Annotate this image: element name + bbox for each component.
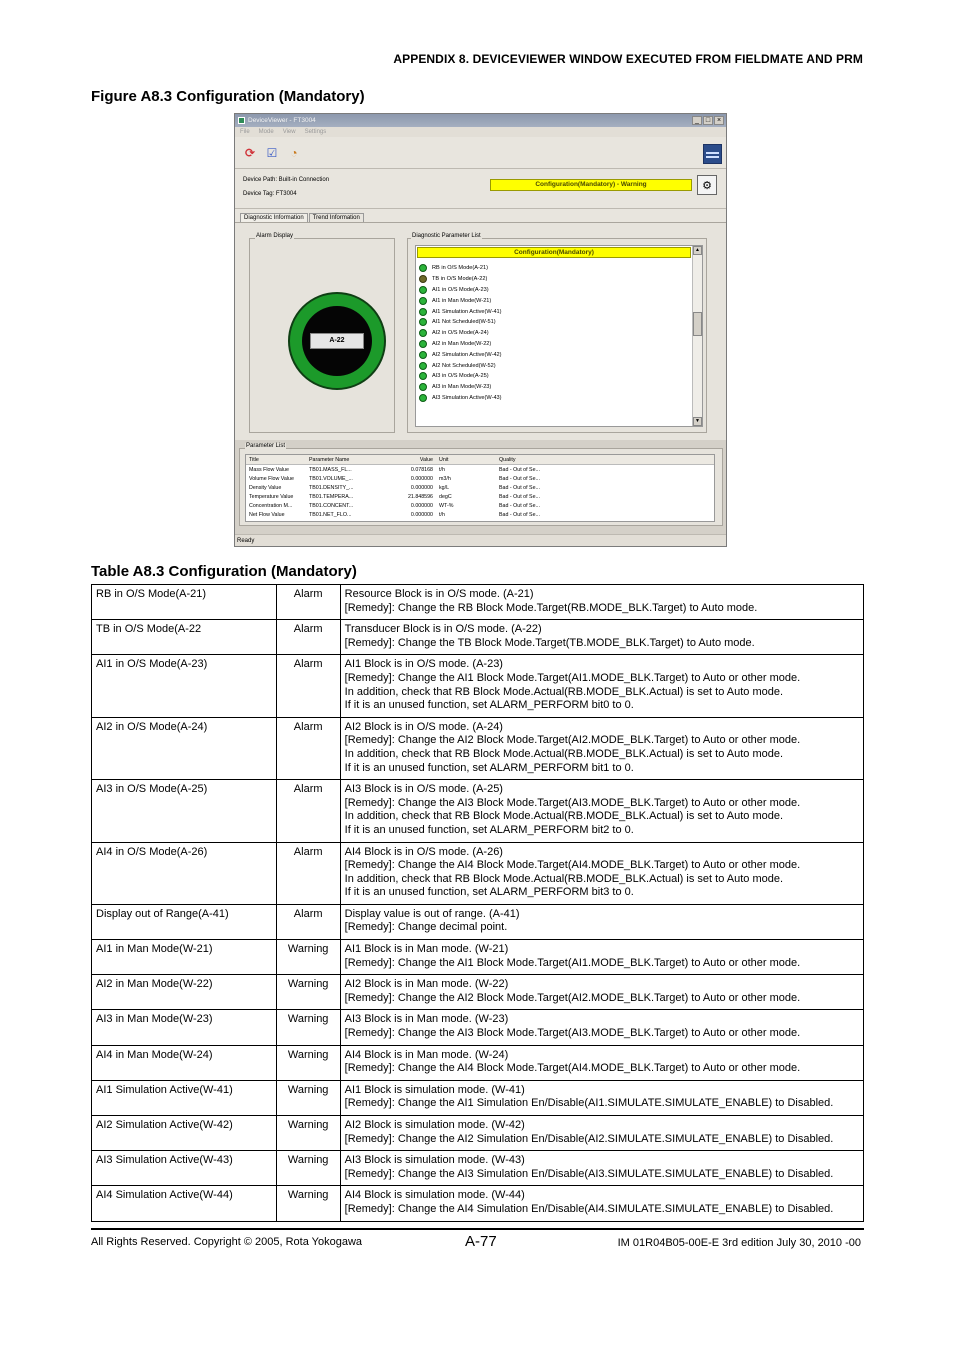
description-line: [Remedy]: Change the AI4 Block Mode.Target(AI4.MODE_BLK.Target) to Auto or other mode. xyxy=(344,1062,801,1075)
diagnosis-description xyxy=(340,1151,863,1186)
description-line: In addition, check that RB Block Mode.Actual(RB.MODE_BLK.Actual) is set to Auto mode. xyxy=(344,685,784,698)
parameter-cell: Bad - Out of Se... xyxy=(499,511,540,518)
diag-item-label: AI3 Simulation Active(W-43) xyxy=(432,394,502,401)
device-status-icon[interactable]: ☑ xyxy=(266,145,278,160)
status-dot-icon xyxy=(419,318,427,326)
diag-item-label: AI1 Simulation Active(W-41) xyxy=(432,308,502,315)
parameter-cell: Bad - Out of Se... xyxy=(499,493,540,500)
diagnosis-type: Alarm xyxy=(276,904,340,939)
scroll-down-icon[interactable]: ▼ xyxy=(693,417,702,426)
diagnosis-name: AI3 Simulation Active(W-43) xyxy=(92,1151,277,1186)
description-line: [Remedy]: Change the AI4 Simulation En/Disable(AI4.SIMULATE.SIMULATE_ENABLE) to Disabled. xyxy=(344,1202,834,1215)
diagnosis-type: Alarm xyxy=(276,780,340,842)
description-line: Display value is out of range. (A-41) xyxy=(344,907,520,920)
diag-list-label: Diagnostic Parameter List xyxy=(412,233,481,239)
description-line: [Remedy]: Change the AI3 Simulation En/Disable(AI3.SIMULATE.SIMULATE_ENABLE) to Disabled. xyxy=(344,1167,834,1180)
parameter-row[interactable] xyxy=(246,510,714,519)
parameter-cell: Volume Flow Value xyxy=(249,475,294,482)
table-row xyxy=(92,717,864,779)
description-line: [Remedy]: Change the AI1 Block Mode.Target(AI1.MODE_BLK.Target) to Auto or other mode. xyxy=(344,956,801,969)
description-line: AI2 Block is in Man mode. (W-22) xyxy=(344,978,509,991)
description-line: In addition, check that RB Block Mode.Actual(RB.MODE_BLK.Actual) is set to Auto mode. xyxy=(344,872,784,885)
diagnosis-description xyxy=(340,940,863,975)
parameter-cell: kg/L xyxy=(439,484,450,491)
diagnosis-description xyxy=(340,620,863,655)
parameter-table-header xyxy=(246,455,714,465)
device-info xyxy=(235,169,726,209)
table-row xyxy=(92,655,864,717)
status-dot-icon xyxy=(419,383,427,391)
col-unit[interactable]: Unit xyxy=(439,456,449,463)
col-quality[interactable]: Quality xyxy=(499,456,516,463)
diagnosis-type: Warning xyxy=(276,1080,340,1115)
table-row xyxy=(92,1186,864,1221)
diag-item[interactable] xyxy=(419,328,502,339)
diagnosis-description xyxy=(340,842,863,904)
diagnosis-type: Alarm xyxy=(276,620,340,655)
description-line: AI4 Block is in O/S mode. (A-26) xyxy=(344,845,503,858)
table-row xyxy=(92,1151,864,1186)
description-line: If it is an unused function, set ALARM_PERFORM bit0 to 0. xyxy=(344,699,634,712)
description-line: AI4 Block is simulation mode. (W-44) xyxy=(344,1189,525,1202)
diag-item-label: AI3 in O/S Mode(A-25) xyxy=(432,373,489,380)
window-title: DeviceViewer - FT3004 xyxy=(248,117,316,124)
diagnosis-type: Alarm xyxy=(276,655,340,717)
description-line: Resource Block is in O/S mode. (A-21) xyxy=(344,588,534,600)
diag-item-label: AI2 Simulation Active(W-42) xyxy=(432,351,502,358)
diagnosis-name: AI4 in O/S Mode(A-26) xyxy=(92,842,277,904)
device-tag: Device Tag: FT3004 xyxy=(243,191,297,197)
diagnosis-name: AI2 Simulation Active(W-42) xyxy=(92,1116,277,1151)
diagnosis-description xyxy=(340,1116,863,1151)
parameter-table[interactable] xyxy=(245,454,715,522)
diag-item-label: AI1 in O/S Mode(A-23) xyxy=(432,286,489,293)
status-dot-icon xyxy=(419,329,427,337)
tab-diagnostic-information[interactable]: Diagnostic Information xyxy=(240,213,308,222)
parameter-cell: 0.000000 xyxy=(410,511,433,518)
parameter-cell: 0.078168 xyxy=(410,466,433,473)
description-line: AI1 Block is simulation mode. (W-41) xyxy=(344,1083,525,1096)
table-row xyxy=(92,780,864,842)
diag-list[interactable] xyxy=(415,245,703,427)
diag-item-label: RB in O/S Mode(A-21) xyxy=(432,265,488,272)
status-dot-icon xyxy=(419,362,427,370)
parameter-cell: Net Flow Value xyxy=(249,511,285,518)
parameter-cell: TB01.VOLUME_... xyxy=(309,475,353,482)
diag-item[interactable] xyxy=(419,285,502,296)
table-row xyxy=(92,1045,864,1080)
diagnosis-type: Alarm xyxy=(276,585,340,620)
diag-item[interactable] xyxy=(419,295,502,306)
parameter-cell: 21.848596 xyxy=(407,493,433,500)
tab-trend-information[interactable]: Trend Information xyxy=(309,213,364,222)
parameter-cell: Bad - Out of Se... xyxy=(499,502,540,509)
configuration-table xyxy=(91,584,864,1222)
parameter-row[interactable] xyxy=(246,483,714,492)
parameter-cell: Temperature Value xyxy=(249,493,294,500)
description-line: [Remedy]: Change the AI2 Block Mode.Target(AI2.MODE_BLK.Target) to Auto or other mode. xyxy=(344,734,801,747)
parameter-cell: TB01.TEMPERA... xyxy=(309,493,354,500)
parameter-cell: 0.000000 xyxy=(410,475,433,482)
diag-item[interactable] xyxy=(419,393,502,404)
minimize-button[interactable]: _ xyxy=(692,116,702,125)
diag-item-label: AI2 Not Scheduled(W-52) xyxy=(432,362,496,369)
diag-item[interactable] xyxy=(419,382,502,393)
description-line: [Remedy]: Change the RB Block Mode.Target(RB.MODE_BLK.Target) to Auto mode. xyxy=(344,601,758,614)
toolbar xyxy=(235,137,726,169)
table-title: Table A8.3 Configuration (Mandatory) xyxy=(91,563,357,580)
diagnosis-name: RB in O/S Mode(A-21) xyxy=(92,585,277,620)
parameter-cell: Bad - Out of Se... xyxy=(499,475,540,482)
maximize-button[interactable]: □ xyxy=(703,116,713,125)
description-line: [Remedy]: Change the AI3 Block Mode.Target(AI3.MODE_BLK.Target) to Auto or other mode. xyxy=(344,1027,801,1040)
parameter-cell: TB01.MASS_FL... xyxy=(309,466,352,473)
diag-item[interactable] xyxy=(419,263,502,274)
description-line: [Remedy]: Change the AI2 Block Mode.Target(AI2.MODE_BLK.Target) to Auto or other mode. xyxy=(344,991,801,1004)
description-line: AI3 Block is in O/S mode. (A-25) xyxy=(344,783,503,796)
parameter-cell: Mass Flow Value xyxy=(249,466,289,473)
parameter-list-label: Parameter List xyxy=(246,443,286,449)
device-path: Device Path: Built-in Connection xyxy=(243,177,330,183)
parameter-cell: WT-% xyxy=(439,502,454,509)
status-dot-icon xyxy=(419,394,427,402)
table-row xyxy=(92,585,864,620)
diagnosis-type: Warning xyxy=(276,1010,340,1045)
diag-item[interactable] xyxy=(419,371,502,382)
diag-item[interactable] xyxy=(419,317,502,328)
diagnosis-name: AI4 Simulation Active(W-44) xyxy=(92,1186,277,1221)
diagnosis-type: Warning xyxy=(276,975,340,1010)
col-title[interactable]: Title xyxy=(249,456,259,463)
close-button[interactable]: × xyxy=(714,116,724,125)
diagnosis-name: AI1 in Man Mode(W-21) xyxy=(92,940,277,975)
menu-view[interactable]: View xyxy=(282,129,296,135)
description-line: AI4 Block is in Man mode. (W-24) xyxy=(344,1048,509,1061)
diag-item-label: AI1 Not Scheduled(W-51) xyxy=(432,319,496,326)
parameter-cell: Bad - Out of Se... xyxy=(499,484,540,491)
status-dot-icon xyxy=(419,297,427,305)
document-number: IM 01R04B05-00E-E 3rd edition July 30, 2010 -00 xyxy=(617,1237,861,1249)
diagnostic-panel xyxy=(235,222,726,440)
refresh-icon[interactable]: ⟳ xyxy=(244,145,256,160)
diagnosis-description xyxy=(340,975,863,1010)
status-dot-icon xyxy=(419,264,427,272)
description-line: AI3 Block is in Man mode. (W-23) xyxy=(344,1013,509,1026)
device-status-icon-small: ⚙ xyxy=(697,175,717,195)
diagnosis-description xyxy=(340,1045,863,1080)
diag-item-label: AI3 in Man Mode(W-23) xyxy=(432,384,492,391)
diagnosis-type: Warning xyxy=(276,1045,340,1080)
status-dot-icon xyxy=(419,351,427,359)
col-value[interactable]: Value xyxy=(419,456,433,463)
parameter-row[interactable] xyxy=(246,492,714,501)
diag-item[interactable] xyxy=(419,360,502,371)
parameter-cell: m3/h xyxy=(439,475,451,482)
diag-item-label: AI1 in Man Mode(W-21) xyxy=(432,297,492,304)
diagnosis-description xyxy=(340,585,863,620)
parameter-cell: Density Value xyxy=(249,484,282,491)
description-line: [Remedy]: Change the AI1 Block Mode.Target(AI1.MODE_BLK.Target) to Auto or other mode. xyxy=(344,671,801,684)
description-line: AI1 Block is in Man mode. (W-21) xyxy=(344,943,509,956)
table-row xyxy=(92,975,864,1010)
diagnosis-type: Warning xyxy=(276,1116,340,1151)
diagnosis-name: AI1 in O/S Mode(A-23) xyxy=(92,655,277,717)
description-line: [Remedy]: Change the AI1 Simulation En/Disable(AI1.SIMULATE.SIMULATE_ENABLE) to Disabled. xyxy=(344,1097,834,1110)
description-line: [Remedy]: Change the AI4 Block Mode.Target(AI4.MODE_BLK.Target) to Auto or other mode. xyxy=(344,859,801,872)
description-line: AI3 Block is simulation mode. (W-43) xyxy=(344,1154,525,1167)
diagnosis-description xyxy=(340,904,863,939)
parameter-row[interactable] xyxy=(246,474,714,483)
description-line: If it is an unused function, set ALARM_PERFORM bit1 to 0. xyxy=(344,761,634,774)
page-header: APPENDIX 8. DEVICEVIEWER WINDOW EXECUTED FROM FIELDMATE AND PRM xyxy=(393,52,863,66)
status-dot-icon xyxy=(419,308,427,316)
diagnosis-name: TB in O/S Mode(A-22 xyxy=(92,620,277,655)
diag-banner: Configuration(Mandatory) xyxy=(417,247,691,258)
diag-item-label: TB in O/S Mode(A-22) xyxy=(432,276,488,283)
table-row xyxy=(92,1116,864,1151)
table-row xyxy=(92,1010,864,1045)
diagnosis-description xyxy=(340,1186,863,1221)
menu-bar xyxy=(235,127,726,137)
diagnosis-type: Alarm xyxy=(276,717,340,779)
page-number: A-77 xyxy=(465,1233,497,1250)
parameter-row[interactable] xyxy=(246,501,714,510)
footer-copyright: All Rights Reserved. Copyright © 2005, Rota Yokogawa xyxy=(91,1236,363,1248)
parameter-cell: 0.000000 xyxy=(410,484,433,491)
window-titlebar xyxy=(235,114,726,127)
description-line: In addition, check that RB Block Mode.Actual(RB.MODE_BLK.Actual) is set to Auto mode. xyxy=(344,810,784,823)
diagnosis-name: AI3 in O/S Mode(A-25) xyxy=(92,780,277,842)
table-row xyxy=(92,620,864,655)
parameter-cell: TB01.NET_FLO... xyxy=(309,511,352,518)
diagnosis-type: Warning xyxy=(276,1151,340,1186)
description-line: [Remedy]: Change decimal point. xyxy=(344,921,508,934)
diagnosis-name: Display out of Range(A-41) xyxy=(92,904,277,939)
footer-divider xyxy=(91,1228,864,1230)
figure-title: Figure A8.3 Configuration (Mandatory) xyxy=(91,88,365,105)
description-line: Transducer Block is in O/S mode. (A-22) xyxy=(344,623,542,636)
parameter-cell: TB01.CONCENT... xyxy=(309,502,354,509)
description-line: [Remedy]: Change the TB Block Mode.Target(TB.MODE_BLK.Target) to Auto mode. xyxy=(344,636,755,649)
diagnosis-name: AI4 in Man Mode(W-24) xyxy=(92,1045,277,1080)
status-dot-icon xyxy=(419,340,427,348)
history-icon[interactable]: ◔ xyxy=(290,145,298,160)
diag-scrollbar[interactable] xyxy=(692,246,702,426)
scroll-thumb[interactable] xyxy=(693,312,702,336)
diag-items xyxy=(419,263,502,403)
diagnosis-type: Warning xyxy=(276,1186,340,1221)
diagnosis-name: AI1 Simulation Active(W-41) xyxy=(92,1080,277,1115)
diagnosis-description xyxy=(340,655,863,717)
status-dot-icon xyxy=(419,286,427,294)
parameter-cell: t/h xyxy=(439,466,445,473)
diagnosis-name: AI2 in O/S Mode(A-24) xyxy=(92,717,277,779)
alarm-display-frame xyxy=(249,238,395,433)
diagnosis-description xyxy=(340,1080,863,1115)
table-row xyxy=(92,842,864,904)
tab-strip xyxy=(235,209,726,222)
diag-item-label: AI2 in Man Mode(W-22) xyxy=(432,340,492,347)
description-line: In addition, check that RB Block Mode.Actual(RB.MODE_BLK.Actual) is set to Auto mode. xyxy=(344,747,784,760)
table-row xyxy=(92,1080,864,1115)
diag-item-label: AI2 in O/S Mode(A-24) xyxy=(432,330,489,337)
diagnosis-name: AI2 in Man Mode(W-22) xyxy=(92,975,277,1010)
col-parameter-name[interactable]: Parameter Name xyxy=(309,456,350,463)
parameter-cell: 0.000000 xyxy=(410,502,433,509)
diag-item[interactable] xyxy=(419,306,502,317)
status-dot-icon xyxy=(419,372,427,380)
diagnosis-type: Warning xyxy=(276,940,340,975)
status-bar: Ready xyxy=(235,534,726,546)
table-row xyxy=(92,904,864,939)
deviceviewer-screenshot xyxy=(234,113,727,547)
diagnosis-description xyxy=(340,717,863,779)
description-line: AI2 Block is simulation mode. (W-42) xyxy=(344,1119,525,1131)
description-line: If it is an unused function, set ALARM_PERFORM bit3 to 0. xyxy=(344,886,634,899)
parameter-cell: degC xyxy=(439,493,452,500)
parameter-row[interactable] xyxy=(246,465,714,474)
diagnosis-description xyxy=(340,1010,863,1045)
diag-item[interactable] xyxy=(419,349,502,360)
description-line: [Remedy]: Change the AI2 Simulation En/Disable(AI2.SIMULATE.SIMULATE_ENABLE) to Disabled. xyxy=(344,1132,834,1145)
menu-lines-icon[interactable] xyxy=(703,144,722,164)
diag-item[interactable] xyxy=(419,274,502,285)
description-line: If it is an unused function, set ALARM_PERFORM bit2 to 0. xyxy=(344,823,634,836)
alarm-code: A-22 xyxy=(310,333,364,349)
description-line: AI1 Block is in O/S mode. (A-23) xyxy=(344,658,503,671)
menu-settings[interactable]: Settings xyxy=(304,129,327,135)
table-row xyxy=(92,940,864,975)
diagnosis-name: AI3 in Man Mode(W-23) xyxy=(92,1010,277,1045)
menu-file[interactable]: File xyxy=(240,129,250,135)
alarm-display-label: Alarm Display xyxy=(256,233,294,239)
status-dot-icon xyxy=(419,275,427,283)
description-line: [Remedy]: Change the AI3 Block Mode.Target(AI3.MODE_BLK.Target) to Auto or other mode. xyxy=(344,796,801,809)
scroll-up-icon[interactable]: ▲ xyxy=(693,246,702,255)
diagnosis-type: Alarm xyxy=(276,842,340,904)
parameter-cell: TB01.DENSITY_... xyxy=(309,484,354,491)
description-line: AI2 Block is in O/S mode. (A-24) xyxy=(344,720,503,733)
parameter-cell: Bad - Out of Se... xyxy=(499,466,540,473)
parameter-cell: t/h xyxy=(439,511,445,518)
diag-item[interactable] xyxy=(419,339,502,350)
status-banner: Configuration(Mandatory) - Warning xyxy=(490,179,692,191)
menu-mode[interactable]: Mode xyxy=(258,129,274,135)
diagnosis-description xyxy=(340,780,863,842)
alarm-indicator-icon xyxy=(288,292,386,390)
parameter-cell: Concentration M... xyxy=(249,502,293,509)
app-icon xyxy=(238,117,245,124)
